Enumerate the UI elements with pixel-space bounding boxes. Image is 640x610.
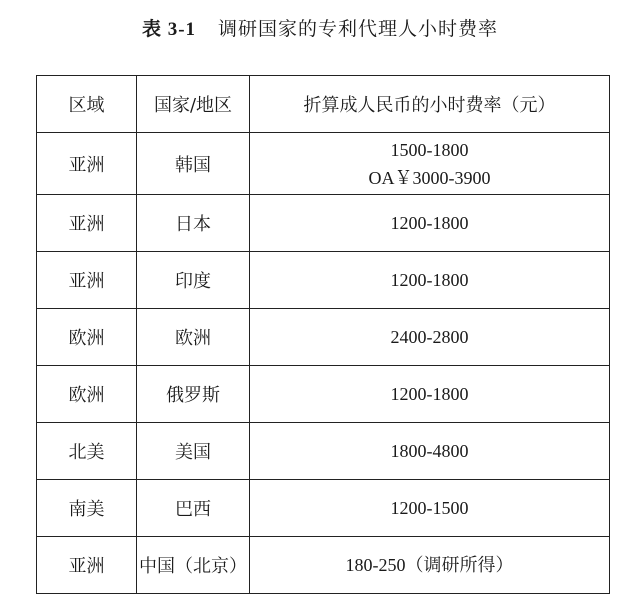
rate-cell [250,133,610,195]
rate-line: 2400-2800 [390,327,469,347]
table-row [37,252,610,309]
country-cell: 日本 [137,195,250,252]
country-cell: 中国（北京） [137,537,250,594]
country-cell: 美国 [137,423,250,480]
table-row [37,537,610,594]
rate-cell [250,423,610,480]
region-cell: 欧洲 [37,309,137,366]
country-cell: 印度 [137,252,250,309]
region-cell: 亚洲 [37,537,137,594]
country-cell: 欧洲 [137,309,250,366]
table-header-row [37,76,610,133]
country-cell: 巴西 [137,480,250,537]
region-cell: 北美 [37,423,137,480]
region-cell: 亚洲 [37,133,137,195]
rate-line: 1200-1800 [390,270,469,290]
region-cell: 亚洲 [37,195,137,252]
table-title: 调研国家的专利代理人小时费率 [218,18,499,40]
rate-line: OA￥3000-3900 [368,167,491,188]
rate-cell [250,537,610,594]
rate-cell [250,309,610,366]
rate-line: 1200-1800 [390,213,469,233]
table-row [37,480,610,537]
rate-cell [250,480,610,537]
rate-line: 1800-4800 [390,441,469,461]
region-cell: 南美 [37,480,137,537]
header-rate: 折算成人民币的小时费率（元） [250,76,610,133]
header-region: 区域 [37,76,137,133]
rate-table [36,75,610,594]
header-country: 国家/地区 [137,76,250,133]
country-cell: 俄罗斯 [137,366,250,423]
table-row [37,309,610,366]
table-row [37,195,610,252]
table-row [37,133,610,195]
rate-line: 180-250（调研所得） [345,555,514,575]
table-row [37,423,610,480]
country-cell: 韩国 [137,133,250,195]
region-cell: 亚洲 [37,252,137,309]
rate-cell [250,195,610,252]
table-number: 表 3-1 [141,19,197,40]
rate-line: 1200-1800 [390,384,469,404]
table-caption [0,14,640,41]
rate-line: 1500-1800 [390,139,469,160]
region-cell: 欧洲 [37,366,137,423]
table-row [37,366,610,423]
rate-line: 1200-1500 [390,498,469,518]
rate-cell [250,366,610,423]
rate-cell [250,252,610,309]
